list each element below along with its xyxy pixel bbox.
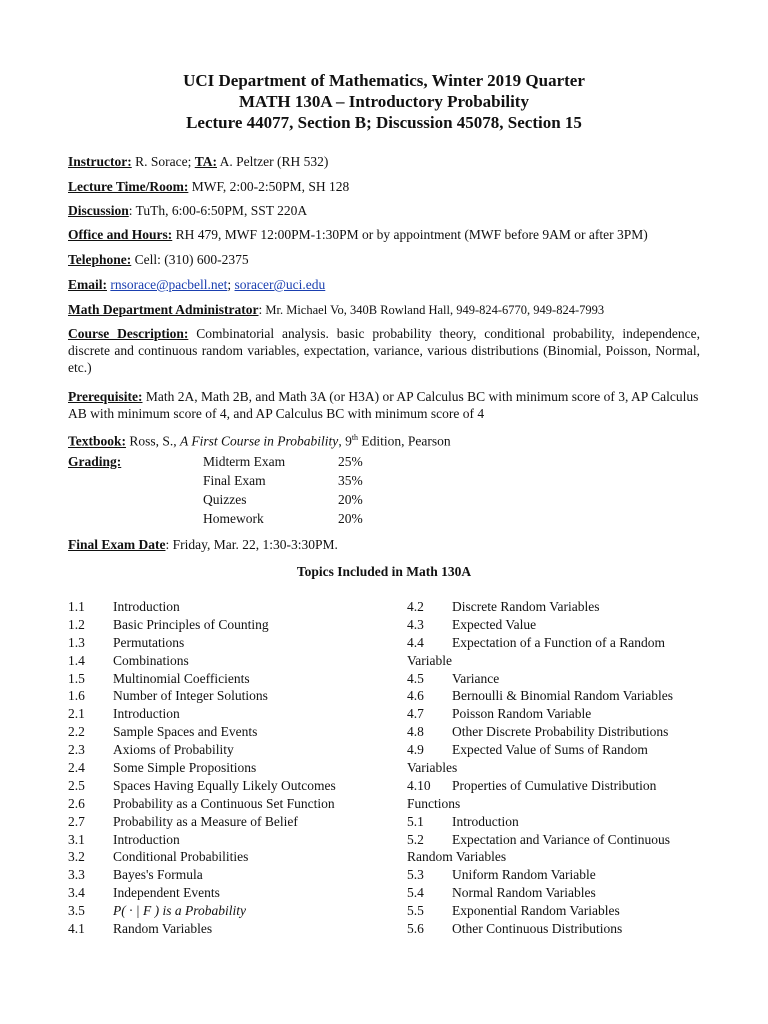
email-link-uci[interactable]: soracer@uci.edu bbox=[234, 277, 326, 292]
topic-title: Number of Integer Solutions bbox=[113, 688, 268, 704]
grading-row bbox=[203, 491, 363, 510]
instructor-line bbox=[68, 153, 700, 170]
topic-item bbox=[68, 670, 388, 688]
header-section-line: Lecture 44077, Section B; Discussion 45078, Section 15 bbox=[186, 113, 582, 132]
topic-title: Probability as a Continuous Set Function bbox=[113, 795, 335, 811]
topic-title: Introduction bbox=[113, 831, 180, 847]
topic-number: 3.4 bbox=[68, 885, 85, 901]
topic-title-continuation: Variables bbox=[407, 760, 458, 776]
discussion-label: Discussion bbox=[68, 203, 129, 218]
ta-label: TA: bbox=[194, 154, 217, 169]
topic-item bbox=[68, 866, 388, 884]
topic-title: Axioms of Probability bbox=[113, 742, 234, 758]
topic-number: 4.8 bbox=[407, 724, 424, 740]
topic-item bbox=[68, 902, 388, 920]
topic-number: 2.2 bbox=[68, 724, 85, 740]
office-hours-label: Office and Hours: bbox=[68, 227, 173, 242]
administrator-label: Math Department Administrator bbox=[68, 302, 259, 317]
topic-item bbox=[407, 920, 707, 938]
email-line bbox=[68, 276, 700, 293]
topic-title: Variance bbox=[452, 670, 500, 686]
topic-number: 4.6 bbox=[407, 688, 424, 704]
grading-table bbox=[203, 453, 363, 529]
topic-title: Expected Value of Sums of Random bbox=[452, 742, 648, 758]
administrator-value: Mr. Michael Vo, 340B Rowland Hall, 949-824-6770, 949-824-7993 bbox=[262, 303, 605, 317]
topic-item bbox=[407, 634, 707, 652]
topic-item bbox=[68, 884, 388, 902]
topic-number: 5.2 bbox=[407, 831, 424, 847]
topic-number: 4.5 bbox=[407, 670, 424, 686]
topic-title: Properties of Cumulative Distribution bbox=[452, 777, 657, 793]
course-description-value: Combinatorial analysis. basic probability theory, conditional probability, independence, discrete and continuous random variables, expectation, variance, various distributions (Binomial, Poisson, Normal, etc.) bbox=[68, 326, 701, 375]
topics-title: Topics Included in Math 130A bbox=[296, 564, 472, 579]
topic-title: Bayes's Formula bbox=[113, 867, 203, 883]
topic-item bbox=[68, 634, 388, 652]
textbook-publisher: Edition, Pearson bbox=[358, 433, 451, 449]
topic-item bbox=[407, 777, 707, 795]
topic-number: 5.6 bbox=[407, 921, 424, 937]
topic-item bbox=[68, 652, 388, 670]
grading-weight: 20% bbox=[338, 511, 363, 526]
topic-item bbox=[68, 705, 388, 723]
topic-item bbox=[68, 795, 388, 813]
grading-label: Grading: bbox=[68, 454, 122, 469]
topic-number: 2.1 bbox=[68, 706, 85, 722]
grading-row bbox=[203, 472, 363, 491]
topics-right-column bbox=[407, 598, 707, 938]
topic-title: Random Variables bbox=[113, 921, 213, 937]
topic-title: Probability as a Measure of Belief bbox=[113, 813, 298, 829]
topic-title: Introduction bbox=[452, 813, 519, 829]
grading-row bbox=[203, 510, 363, 529]
topic-item bbox=[407, 902, 707, 920]
final-exam-line bbox=[68, 536, 700, 553]
topic-number: 4.4 bbox=[407, 634, 424, 650]
topic-number: 2.7 bbox=[68, 813, 85, 829]
topic-number: 1.4 bbox=[68, 652, 85, 668]
email-separator: ; bbox=[227, 277, 235, 292]
textbook-edition: , 9 bbox=[338, 433, 352, 449]
header-course-line: MATH 130A – Introductory Probability bbox=[239, 92, 529, 111]
topic-number: 3.5 bbox=[68, 903, 85, 919]
grading-weight: 35% bbox=[338, 473, 363, 488]
topic-title-continuation: Functions bbox=[407, 795, 461, 811]
topic-number: 4.7 bbox=[407, 706, 424, 722]
topic-item bbox=[68, 598, 388, 616]
lecture-line bbox=[68, 178, 700, 195]
topic-title: Discrete Random Variables bbox=[452, 599, 600, 614]
telephone-line bbox=[68, 251, 700, 268]
topic-item bbox=[68, 616, 388, 634]
textbook-author: Ross, S., bbox=[126, 433, 181, 449]
topic-title: Introduction bbox=[113, 706, 180, 722]
grading-row bbox=[203, 453, 363, 472]
email-link-pacbell[interactable]: rnsorace@pacbell.net bbox=[110, 277, 228, 292]
topic-title: Expectation and Variance of Continuous bbox=[452, 831, 670, 847]
grading-heading bbox=[68, 453, 700, 470]
grading-component: Final Exam bbox=[203, 473, 266, 488]
topic-title-continuation: Variable bbox=[407, 652, 452, 668]
grading-component: Homework bbox=[203, 511, 264, 526]
grading-component: Midterm Exam bbox=[203, 454, 286, 469]
topic-title: Poisson Random Variable bbox=[452, 706, 592, 722]
final-exam-label: Final Exam Date bbox=[68, 537, 166, 552]
topic-title: Multinomial Coefficients bbox=[113, 670, 250, 686]
topic-title: Normal Random Variables bbox=[452, 885, 596, 901]
topic-item bbox=[407, 866, 707, 884]
topic-item bbox=[68, 920, 388, 938]
topic-number: 5.4 bbox=[407, 885, 424, 901]
topic-title: Other Discrete Probability Distributions bbox=[452, 724, 669, 740]
topic-item bbox=[407, 705, 707, 723]
telephone-value: Cell: (310) 600-2375 bbox=[131, 252, 249, 267]
discussion-line bbox=[68, 202, 700, 219]
textbook-edition-suffix: th bbox=[351, 433, 359, 442]
topic-number: 4.2 bbox=[407, 599, 424, 614]
administrator-line bbox=[68, 301, 700, 319]
topic-number: 3.3 bbox=[68, 867, 85, 883]
topic-item bbox=[68, 831, 388, 849]
topic-number: 3.2 bbox=[68, 849, 85, 865]
topic-item bbox=[407, 813, 707, 831]
email-label: Email: bbox=[68, 277, 107, 292]
topic-title: Some Simple Propositions bbox=[113, 760, 257, 776]
topic-number: 2.4 bbox=[68, 760, 85, 776]
topic-item bbox=[68, 723, 388, 741]
topic-number: 2.3 bbox=[68, 742, 85, 758]
topic-title: Bernoulli & Binomial Random Variables bbox=[452, 688, 673, 704]
topic-item bbox=[407, 687, 707, 705]
topic-item bbox=[407, 741, 707, 759]
instructor-label: Instructor: bbox=[68, 154, 132, 169]
office-hours-line bbox=[68, 226, 700, 243]
topic-number: 1.2 bbox=[68, 616, 85, 632]
topic-number: 1.1 bbox=[68, 599, 85, 614]
topic-title: Permutations bbox=[113, 634, 185, 650]
topic-title-continuation: Random Variables bbox=[407, 849, 507, 865]
lecture-value: MWF, 2:00-2:50PM, SH 128 bbox=[188, 179, 350, 194]
topic-title: Other Continuous Distributions bbox=[452, 921, 623, 937]
topic-number: 4.9 bbox=[407, 742, 424, 758]
topic-number: 2.5 bbox=[68, 777, 85, 793]
topic-item bbox=[407, 884, 707, 902]
topic-number: 4.10 bbox=[407, 777, 431, 793]
topic-title: Expected Value bbox=[452, 616, 537, 632]
textbook-label: Textbook: bbox=[68, 433, 127, 449]
prerequisite bbox=[68, 388, 700, 422]
grading-component: Quizzes bbox=[203, 492, 247, 507]
textbook-line bbox=[68, 429, 700, 450]
final-exam-value: : Friday, Mar. 22, 1:30-3:30PM. bbox=[165, 537, 338, 552]
topic-title: Uniform Random Variable bbox=[452, 867, 596, 883]
topic-title: Introduction bbox=[113, 599, 180, 614]
discussion-value: : TuTh, 6:00-6:50PM, SST 220A bbox=[128, 203, 308, 218]
grading-weight: 25% bbox=[338, 454, 363, 469]
topic-title: P( · | F ) is a Probability bbox=[113, 903, 246, 919]
topic-number: 1.5 bbox=[68, 670, 85, 686]
administrator-colon: : bbox=[258, 302, 263, 317]
instructor-value: R. Sorace; bbox=[131, 154, 195, 169]
topic-item bbox=[407, 598, 707, 616]
topic-title: Independent Events bbox=[113, 885, 220, 901]
textbook-title: A First Course in Probability bbox=[180, 433, 339, 449]
topic-title: Conditional Probabilities bbox=[113, 849, 249, 865]
topic-item bbox=[68, 848, 388, 866]
topic-number: 1.3 bbox=[68, 634, 85, 650]
topic-number: 3.1 bbox=[68, 831, 85, 847]
prerequisite-label: Prerequisite: bbox=[68, 389, 143, 404]
topic-title: Basic Principles of Counting bbox=[113, 616, 269, 632]
prerequisite-value: Math 2A, Math 2B, and Math 3A (or H3A) or AP Calculus BC with minimum score of 3, AP Calculus AB with minimum score of 4, and AP Calculus BC with minimum score of 4 bbox=[68, 389, 699, 421]
document-header bbox=[0, 70, 768, 133]
topic-title: Spaces Having Equally Likely Outcomes bbox=[113, 777, 336, 793]
office-hours-value: RH 479, MWF 12:00PM-1:30PM or by appointment (MWF before 9AM or after 3PM) bbox=[172, 227, 648, 242]
topic-title: Exponential Random Variables bbox=[452, 903, 620, 919]
topic-item bbox=[407, 670, 707, 688]
topic-number: 5.1 bbox=[407, 813, 424, 829]
topic-number: 1.6 bbox=[68, 688, 85, 704]
topic-item bbox=[68, 759, 388, 777]
topics-left-column bbox=[68, 598, 388, 938]
topic-item bbox=[407, 723, 707, 741]
topic-title: Combinations bbox=[113, 652, 189, 668]
topic-item bbox=[68, 741, 388, 759]
topic-number: 5.3 bbox=[407, 867, 424, 883]
course-description-label: Course Description: bbox=[68, 326, 189, 341]
course-description bbox=[68, 325, 700, 376]
grading-weight: 20% bbox=[338, 492, 363, 507]
topic-item bbox=[407, 831, 707, 849]
topic-item bbox=[407, 616, 707, 634]
telephone-label: Telephone: bbox=[68, 252, 132, 267]
topic-item bbox=[68, 687, 388, 705]
topic-number: 4.1 bbox=[68, 921, 85, 937]
topic-item bbox=[68, 777, 388, 795]
topic-number: 2.6 bbox=[68, 795, 85, 811]
ta-value: A. Peltzer (RH 532) bbox=[217, 154, 329, 169]
topic-number: 4.3 bbox=[407, 616, 424, 632]
topic-title: Expectation of a Function of a Random bbox=[452, 634, 665, 650]
topic-item bbox=[68, 813, 388, 831]
topic-title: Sample Spaces and Events bbox=[113, 724, 258, 740]
topic-number: 5.5 bbox=[407, 903, 424, 919]
lecture-label: Lecture Time/Room: bbox=[68, 179, 189, 194]
header-department-line: UCI Department of Mathematics, Winter 2019 Quarter bbox=[183, 71, 585, 90]
